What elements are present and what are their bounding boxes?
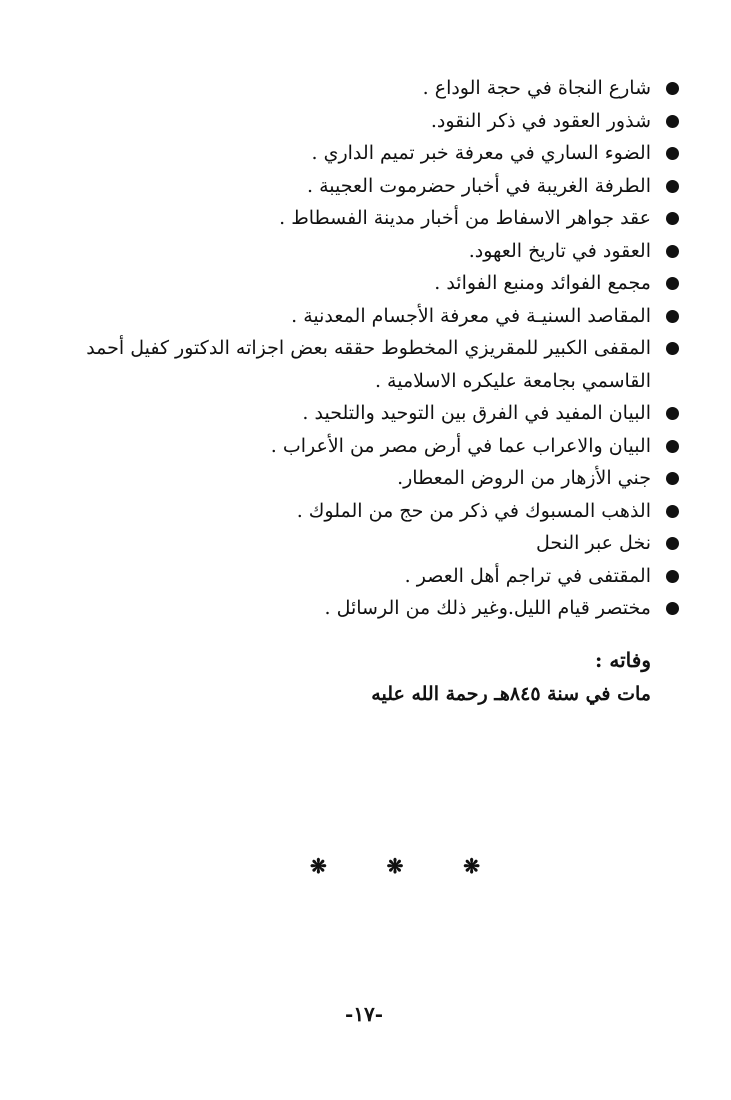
bullet-icon xyxy=(666,602,679,615)
bullet-icon xyxy=(666,505,679,518)
death-text: مات في سنة ٨٤٥هـ رحمة الله عليه xyxy=(371,683,651,705)
asterism-icon: ❋ xyxy=(310,854,327,878)
list-item xyxy=(79,72,679,105)
book-title: عقد جواهر الاسفاط من أخبار مدينة الفسطاط . xyxy=(279,207,651,229)
list-item xyxy=(79,105,679,138)
bullet-icon xyxy=(666,147,679,160)
bullet-icon xyxy=(666,570,679,583)
bullet-icon xyxy=(666,82,679,95)
book-title: الضوء الساري في معرفة خبر تميم الداري . xyxy=(311,142,651,164)
death-heading: وفاته : xyxy=(595,648,651,672)
bullet-icon xyxy=(666,180,679,193)
list-item xyxy=(79,462,679,495)
page-number: -١٧- xyxy=(345,1002,384,1026)
list-item xyxy=(79,332,679,397)
bullet-icon xyxy=(666,342,679,355)
book-title: شارع النجاة في حجة الوداع . xyxy=(422,77,651,99)
bullet-icon xyxy=(666,310,679,323)
section-divider xyxy=(310,856,480,876)
bullet-icon xyxy=(666,472,679,485)
book-title: شذور العقود في ذكر النقود. xyxy=(430,109,651,132)
book-title: العقود في تاريخ العهود. xyxy=(468,239,651,262)
book-title: المقاصد السنيـة في معرفة الأجسام المعدنية . xyxy=(291,304,651,327)
book-title: المقتفى في تراجم أهل العصر . xyxy=(404,564,651,587)
bullet-icon xyxy=(666,440,679,453)
book-title: جني الأزهار من الروض المعطار. xyxy=(397,467,651,489)
book-title: البيان والاعراب عما في أرض مصر من الأعراب . xyxy=(270,434,651,457)
list-item xyxy=(79,527,679,560)
book-title: البيان المفيد في الفرق بين التوحيد والتلحيد . xyxy=(302,402,651,424)
list-item xyxy=(79,267,679,300)
book-title: مختصر قيام الليل.وغير ذلك من الرسائل . xyxy=(324,597,651,619)
list-item xyxy=(79,560,679,593)
book-title: الطرفة الغريبة في أخبار حضرموت العجيبة . xyxy=(307,174,651,197)
bullet-icon xyxy=(666,115,679,128)
book-title: الذهب المسبوك في ذكر من حج من الملوك . xyxy=(296,499,651,522)
asterism-icon: ❋ xyxy=(386,854,404,878)
list-item xyxy=(79,170,679,203)
list-item xyxy=(79,430,679,463)
works-list xyxy=(79,72,679,625)
bullet-icon xyxy=(666,537,679,550)
book-title: مجمع الفوائد ومنبع الفوائد . xyxy=(434,272,651,294)
list-item xyxy=(79,202,679,235)
asterism-icon: ❋ xyxy=(463,854,480,878)
list-item xyxy=(79,495,679,528)
bullet-icon xyxy=(666,212,679,225)
list-item xyxy=(79,137,679,170)
bullet-icon xyxy=(666,407,679,420)
book-title: نخل عبر النحل xyxy=(535,532,651,554)
list-item xyxy=(79,592,679,625)
list-item xyxy=(79,235,679,268)
list-item xyxy=(79,300,679,333)
bullet-icon xyxy=(666,245,679,258)
list-item xyxy=(79,397,679,430)
bullet-icon xyxy=(666,277,679,290)
book-title: المقفى الكبير للمقريزي المخطوط حققه بعض اجزاته الدكتور كفيل أحمد القاسمي بجامعة عليكره الاسلامية . xyxy=(86,337,651,392)
